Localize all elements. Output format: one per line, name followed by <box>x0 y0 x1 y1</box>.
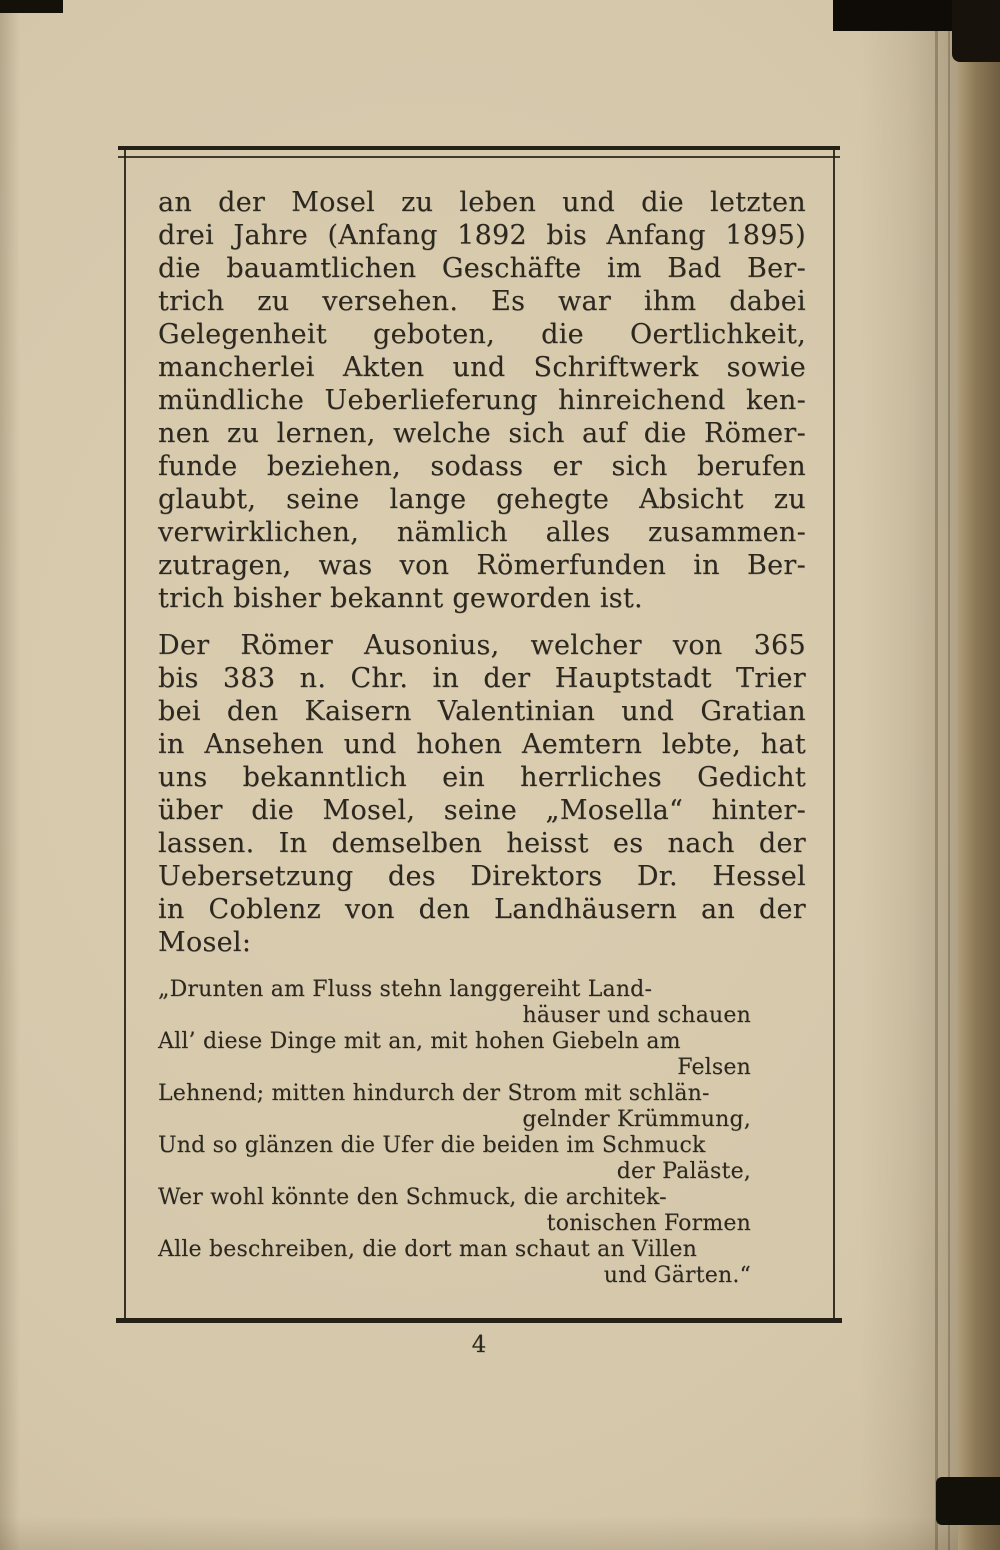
paragraph-2 <box>158 629 806 959</box>
text-line: über die Mosel, seine „Mosella“ hinter- <box>158 795 806 826</box>
bottom-edge-shadow <box>0 1516 1000 1550</box>
text-line: bei den Kaisern Valentinian und Gratian <box>158 696 806 727</box>
text-line: lassen. In demselben heisst es nach der <box>158 828 806 859</box>
text-line: Gelegenheit geboten, die Oertlichkeit, <box>158 319 806 350</box>
frame-top-rule-thin <box>118 156 840 158</box>
book-spine-edge <box>958 0 1000 1550</box>
scan-artifact-top-right-edge <box>952 0 1000 62</box>
paragraph-1 <box>158 186 806 615</box>
scan-artifact-bottom-right <box>936 1477 1000 1525</box>
poem-line: und Gärten.“ <box>603 1263 751 1288</box>
frame-bottom-rule <box>116 1318 842 1323</box>
page-text-block <box>158 186 806 1289</box>
text-line: Uebersetzung des Direktors Dr. Hessel <box>158 861 806 892</box>
text-line: bis 383 n. Chr. in der Hauptstadt Trier <box>158 663 806 694</box>
poem-line: gelnder Krümmung, <box>522 1107 751 1132</box>
poem-line: Wer wohl könnte den Schmuck, die architek- <box>158 1185 667 1210</box>
text-line: trich bisher bekannt geworden ist. <box>158 583 643 614</box>
text-line: in Ansehen und hohen Aemtern lebte, hat <box>158 729 806 760</box>
page-crease <box>948 0 950 1550</box>
text-line: funde beziehen, sodass er sich berufen <box>158 451 806 482</box>
poem-line: Felsen <box>677 1055 751 1080</box>
poem-line: Alle beschreiben, die dort man schaut an Villen <box>158 1237 698 1262</box>
mosella-poem-quote <box>158 977 806 1289</box>
text-line: mündliche Ueberlieferung hinreichend ken- <box>158 385 806 416</box>
text-line: uns bekanntlich ein herrliches Gedicht <box>158 762 806 793</box>
page-crease <box>935 0 938 1550</box>
text-line: glaubt, seine lange gehegte Absicht zu <box>158 484 806 515</box>
scan-artifact-top-left <box>0 0 63 13</box>
page-number: 4 <box>471 1332 487 1358</box>
text-line: Mosel: <box>158 927 252 958</box>
poem-line: der Paläste, <box>616 1159 751 1184</box>
text-line: Der Römer Ausonius, welcher von 365 <box>158 630 806 661</box>
text-line: verwirklichen, nämlich alles zusammen- <box>158 517 806 548</box>
frame-top-rule-thick <box>118 146 840 150</box>
poem-line: All’ diese Dinge mit an, mit hohen Giebeln am <box>158 1029 681 1054</box>
text-line: nen zu lernen, welche sich auf die Römer- <box>158 418 806 449</box>
frame-right-border <box>833 146 835 1322</box>
poem-line: häuser und schauen <box>522 1003 751 1028</box>
poem-line: tonischen Formen <box>546 1211 751 1236</box>
poem-line: Lehnend; mitten hindurch der Strom mit schlän- <box>158 1081 710 1106</box>
text-line: die bauamtlichen Geschäfte im Bad Ber- <box>158 253 806 284</box>
poem-line: Und so glänzen die Ufer die beiden im Schmuck <box>158 1133 706 1158</box>
text-line: in Coblenz von den Landhäusern an der <box>158 894 806 925</box>
text-line: zutragen, was von Römerfunden in Ber- <box>158 550 806 581</box>
text-line: drei Jahre (Anfang 1892 bis Anfang 1895) <box>158 220 806 251</box>
frame-left-border <box>124 146 126 1322</box>
left-edge-shadow <box>0 0 20 1550</box>
text-line: trich zu versehen. Es war ihm dabei <box>158 286 806 317</box>
text-line: an der Mosel zu leben und die letzten <box>158 187 806 218</box>
poem-line: „Drunten am Fluss stehn langgereiht Land- <box>158 977 653 1002</box>
text-line: mancherlei Akten und Schriftwerk sowie <box>158 352 806 383</box>
